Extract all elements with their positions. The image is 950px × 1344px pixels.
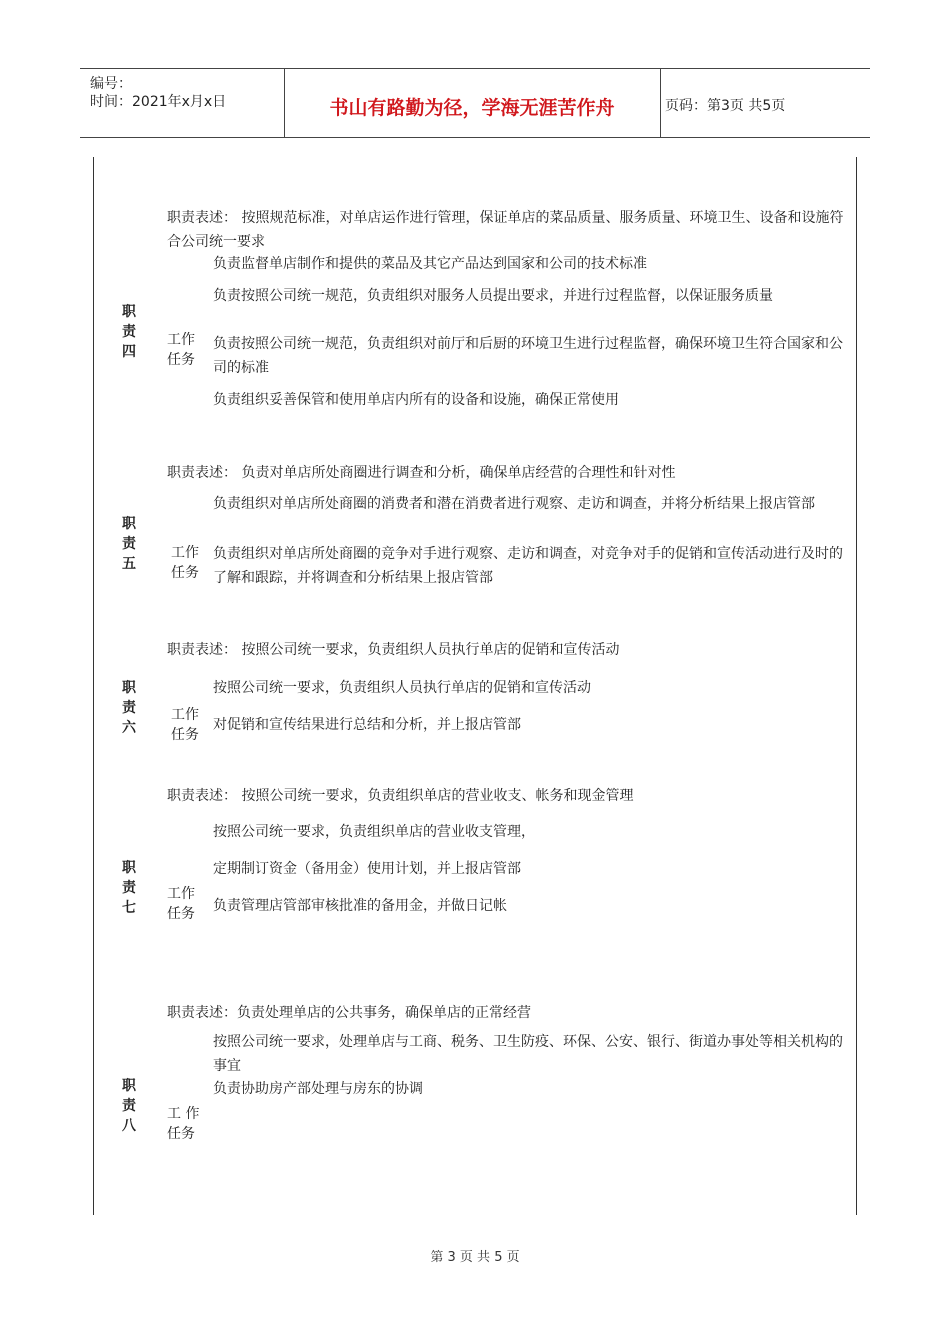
- duty-description: 职责表述： 负责对单店所处商圈进行调查和分析，确保单店经营的合理性和针对性: [167, 465, 676, 481]
- task-item: 负责按照公司统一规范，负责组织对服务人员提出要求，并进行过程监督，以保证服务质量: [213, 288, 773, 304]
- task-label: 工作任务: [167, 886, 195, 922]
- header-motto: 书山有路勤为径，学海无涯苦作舟: [329, 97, 615, 119]
- duty-description: 职责表述： 按照规范标准，对单店运作进行管理，保证单店的菜品质量、服务质量、环境卫生、设备和设施符合公司统一要求: [167, 210, 844, 250]
- header-page-cell: [660, 69, 870, 137]
- task-item: 负责组织对单店所处商圈的竞争对手进行观察、走访和调查，对竞争对手的促销和宣传活动进行及时的了解和跟踪，并将调查和分析结果上报店管部: [213, 546, 843, 586]
- duty-title: 职责四: [122, 304, 136, 360]
- task-label: 工 作任务: [167, 1106, 200, 1142]
- task-label: 工作任务: [167, 332, 195, 368]
- table-left-border: [93, 157, 94, 1215]
- page-header: [80, 68, 870, 138]
- task-item: 按照公司统一要求，负责组织单店的营业收支管理，: [213, 824, 535, 840]
- table-right-border: [856, 157, 857, 1215]
- duty-description: 职责表述： 按照公司统一要求，负责组织单店的营业收支、帐务和现金管理: [167, 788, 634, 804]
- document-number: 编号：: [90, 76, 132, 92]
- task-item: 按照公司统一要求，处理单店与工商、税务、卫生防疫、环保、公安、银行、街道办事处等相关机构的事宜: [213, 1034, 843, 1074]
- page-footer: 第 3 页 共 5 页: [430, 1250, 520, 1265]
- task-item: 负责管理店管部审核批准的备用金，并做日记帐: [213, 898, 507, 914]
- header-page-number: 页码：第3页 共5页: [665, 98, 786, 114]
- header-motto-cell: [284, 69, 661, 137]
- task-item: 按照公司统一要求，负责组织人员执行单店的促销和宣传活动: [213, 680, 591, 696]
- task-item: 负责组织妥善保管和使用单店内所有的设备和设施，确保正常使用: [213, 392, 619, 408]
- duty-title: 职责八: [122, 1078, 136, 1134]
- duty-title: 职责五: [122, 516, 136, 572]
- task-item: 对促销和宣传结果进行总结和分析，并上报店管部: [213, 717, 521, 733]
- task-item: 负责按照公司统一规范，负责组织对前厅和后厨的环境卫生进行过程监督，确保环境卫生符合国家和公司的标准: [213, 336, 843, 376]
- task-item: 定期制订资金（备用金）使用计划，并上报店管部: [213, 861, 521, 877]
- header-meta: [80, 69, 285, 137]
- task-item: 负责监督单店制作和提供的菜品及其它产品达到国家和公司的技术标准: [213, 256, 647, 272]
- duty-description: 职责表述：负责处理单店的公共事务，确保单店的正常经营: [167, 1005, 531, 1021]
- task-item: 负责组织对单店所处商圈的消费者和潜在消费者进行观察、走访和调查，并将分析结果上报店管部: [213, 496, 815, 512]
- task-label: 工作任务: [171, 707, 199, 743]
- duty-title: 职责六: [122, 680, 136, 736]
- duty-title: 职责七: [122, 860, 136, 916]
- task-label: 工作任务: [171, 545, 199, 581]
- task-item: 负责协助房产部处理与房东的协调: [213, 1081, 423, 1097]
- document-date: 时间：2021年x月x日: [90, 94, 227, 110]
- duty-description: 职责表述： 按照公司统一要求，负责组织人员执行单店的促销和宣传活动: [167, 642, 620, 658]
